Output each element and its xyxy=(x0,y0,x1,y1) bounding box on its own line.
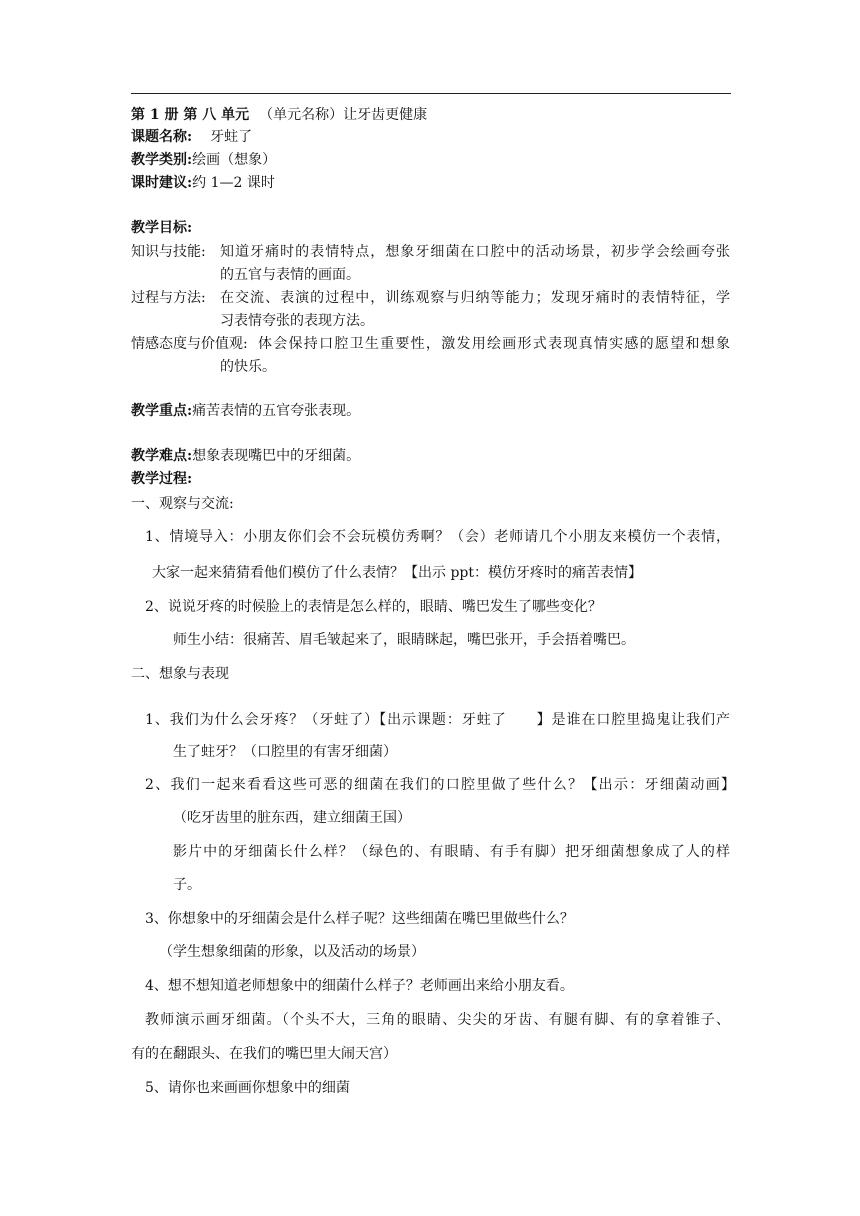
s1-item-1-line-1: 1、情境导入：小朋友你们会不会玩模仿秀啊？（会）老师请几个小朋友来模仿一个表情， xyxy=(145,529,730,545)
key-point-label: 教学重点: xyxy=(131,403,193,419)
difficulty-label: 教学难点: xyxy=(131,448,193,464)
unit-line xyxy=(131,105,427,125)
s2-item-2-line-2: （吃牙齿里的脏东西，建立细菌王国） xyxy=(173,810,411,826)
process-method-text-1: 在交流、表演的过程中，训练观察与归纳等能力；发现牙痛时的表情特征，学 xyxy=(220,290,730,306)
process-method-text-2: 习表情夸张的表现方法。 xyxy=(220,313,374,329)
s2-item-5: 5、请你也来画画你想象中的细菌 xyxy=(145,1080,350,1096)
s2-item-3-line-1: 3、你想象中的牙细菌会是什么样子呢？这些细菌在嘴巴里做些什么？ xyxy=(145,911,574,927)
hours-value: 约 1—2 课时 xyxy=(192,175,275,191)
topic-label: 课题名称: xyxy=(131,129,193,145)
s1-item-1-line-2: 大家一起来猜猜看他们模仿了什么表情？【出示 ppt：模仿牙疼时的痛苦表情】 xyxy=(152,565,642,581)
topic-value: 牙蛀了 xyxy=(210,129,253,145)
s2-demo-line-2: 有的在翻跟头、在我们的嘴巴里大闹天宫） xyxy=(131,1046,397,1062)
emotion-label: 情感态度与价值观: xyxy=(131,336,248,352)
difficulty-value: 想象表现嘴巴中的牙细菌。 xyxy=(192,448,361,464)
knowledge-label: 知识与技能: xyxy=(131,244,206,260)
header-rule xyxy=(131,93,731,94)
key-point-line xyxy=(131,401,360,421)
s2-item-2-line-1: 2、我们一起来看看这些可恶的细菌在我们的口腔里做了些什么？【出示：牙细菌动画】 xyxy=(145,777,735,793)
section-1-title: 一、观察与交流: xyxy=(131,496,234,512)
emotion-text-1: 体会保持口腔卫生重要性，激发用绘画形式表现真情实感的愿望和想象 xyxy=(258,336,730,352)
s2-item-3-line-2: （学生想象细菌的形象，以及活动的场景） xyxy=(159,944,425,960)
process-method-label: 过程与方法: xyxy=(131,290,206,306)
hours-line xyxy=(131,173,275,193)
emotion-text-2: 的快乐。 xyxy=(220,359,276,375)
knowledge-text-1: 知道牙痛时的表情特点，想象牙细菌在口腔中的活动场景，初步学会绘画夸张 xyxy=(220,244,730,260)
s1-summary: 师生小结：很痛苦、眉毛皱起来了，眼睛眯起，嘴巴张开，手会捂着嘴巴。 xyxy=(173,632,635,648)
s2-item-2-line-3: 影片中的牙细菌长什么样？（绿色的、有眼睛、有手有脚）把牙细菌想象成了人的样 xyxy=(173,844,730,860)
knowledge-text-2: 的五官与表情的画面。 xyxy=(220,267,360,283)
objectives-title: 教学目标: xyxy=(131,220,193,236)
key-point-value: 痛苦表情的五官夸张表现。 xyxy=(192,403,361,419)
s2-demo-line-1: 教师演示画牙细菌。（个头不大，三角的眼睛、尖尖的牙齿、有腿有脚、有的拿着锥子、 xyxy=(145,1012,730,1028)
s1-item-2: 2、说说牙疼的时候脸上的表情是怎么样的，眼睛、嘴巴发生了哪些变化？ xyxy=(145,599,602,615)
type-label: 教学类别: xyxy=(131,152,193,168)
type-value: 绘画（想象） xyxy=(192,152,277,168)
hours-label: 课时建议: xyxy=(131,175,193,191)
unit-label: 第 1 册 第 八 单元 xyxy=(131,107,250,123)
s2-item-1-line-1: 1、我们为什么会牙疼？（牙蛀了）【出示课题：牙蛀了 】是谁在口腔里捣鬼让我们产 xyxy=(145,712,730,728)
difficulty-line xyxy=(131,446,360,466)
process-title: 教学过程: xyxy=(131,471,193,487)
s2-item-1-line-2: 生了蛀牙？（口腔里的有害牙细菌） xyxy=(173,744,397,760)
type-line xyxy=(131,150,276,170)
topic-line xyxy=(131,127,252,147)
s2-item-2-line-4: 子。 xyxy=(173,877,201,893)
unit-note: （单元名称）让牙齿更健康 xyxy=(259,107,428,123)
s2-item-4: 4、想不想知道老师想象中的细菌什么样子？老师画出来给小朋友看。 xyxy=(145,978,574,994)
section-2-title: 二、想象与表现 xyxy=(131,666,229,682)
